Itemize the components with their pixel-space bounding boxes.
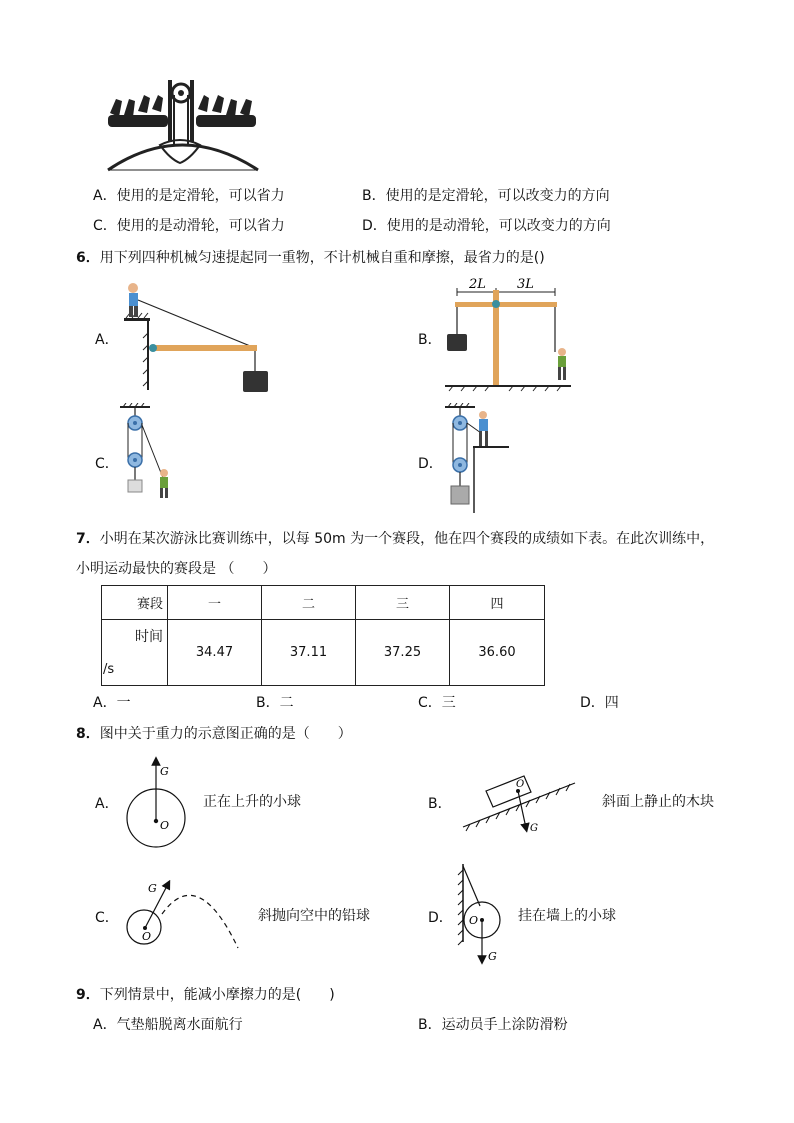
q6-figure-a-lever-with-rope xyxy=(118,278,278,396)
q8-label-b: B． xyxy=(428,796,452,812)
q8-stem-text: 图中关于重力的示意图正确的是（ ） xyxy=(99,726,352,742)
q6-label-d: D． xyxy=(418,456,443,472)
q6-stem xyxy=(76,249,545,267)
q7-option-a: A．一 xyxy=(93,695,131,711)
center-label-o: O xyxy=(142,930,152,943)
q5-option-d: D．使用的是动滑轮，可以改变力的方向 xyxy=(362,218,611,234)
q6-lever-right-length: 3L xyxy=(517,277,534,292)
table-row xyxy=(102,586,545,620)
q8-figure-c-thrown-shot xyxy=(118,872,243,952)
table-cell-time: 37.11 xyxy=(262,620,356,686)
q8-number: 8． xyxy=(76,726,100,742)
q8-caption-d: 挂在墙上的小球 xyxy=(518,908,616,924)
force-label-g: G xyxy=(530,823,538,834)
q7-stem-line2: 小明运动最快的赛段是 （ ） xyxy=(76,561,277,577)
q9-option-b: B．运动员手上涂防滑粉 xyxy=(418,1017,568,1033)
q8-caption-c: 斜抛向空中的铅球 xyxy=(258,908,370,924)
row-label-time: 时间 xyxy=(135,629,163,645)
table-header-label: 赛段 xyxy=(102,586,168,620)
q5-option-c: C．使用的是动滑轮，可以省力 xyxy=(93,218,285,234)
table-header-segment: 一 xyxy=(168,586,262,620)
force-label-g: G xyxy=(160,765,169,778)
q8-figure-d-ball-on-wall xyxy=(455,862,515,967)
center-label-o: O xyxy=(516,779,525,790)
q7-number: 7． xyxy=(76,531,100,547)
q9-stem xyxy=(76,986,335,1004)
q6-label-b: B． xyxy=(418,332,442,348)
table-row-label xyxy=(102,620,168,686)
q6-label-c: C． xyxy=(95,456,119,472)
q6-stem-text: 用下列四种机械匀速提起同一重物，不计机械自重和摩擦，最省力的是() xyxy=(99,250,545,266)
table-cell-time: 36.60 xyxy=(450,620,545,686)
q6-lever-left-length: 2L xyxy=(469,277,486,292)
q8-figure-a-rising-ball xyxy=(120,755,190,850)
q8-label-a: A． xyxy=(95,796,119,812)
table-cell-time: 34.47 xyxy=(168,620,262,686)
row-label-unit: /s xyxy=(103,662,115,677)
q9-number: 9． xyxy=(76,987,100,1003)
q6-figure-d-pulley-block xyxy=(443,403,513,515)
q8-caption-b: 斜面上静止的木块 xyxy=(602,794,714,810)
q8-figure-b-block-on-incline xyxy=(460,765,580,840)
q7-option-b: B．二 xyxy=(256,695,294,711)
q7-option-c: C．三 xyxy=(418,695,456,711)
table-header-segment: 二 xyxy=(262,586,356,620)
table-header-segment: 三 xyxy=(356,586,450,620)
table-header-segment: 四 xyxy=(450,586,545,620)
q9-option-a: A．气垫船脱离水面航行 xyxy=(93,1017,243,1033)
center-label-o: O xyxy=(160,819,170,832)
force-label-g: G xyxy=(488,950,497,963)
q7-stem-text: 小明在某次游泳比赛训练中，以每 50m 为一个赛段，他在四个赛段的成绩如下表。在此次训练中， xyxy=(99,531,715,547)
q8-caption-a: 正在上升的小球 xyxy=(203,794,301,810)
q6-label-a: A． xyxy=(95,332,119,348)
q6-number: 6． xyxy=(76,250,100,266)
force-label-g: G xyxy=(148,882,157,895)
q7-stem-line1 xyxy=(76,530,714,548)
q7-option-d: D．四 xyxy=(580,695,619,711)
q7-score-table xyxy=(101,585,545,686)
q8-label-d: D． xyxy=(428,910,453,926)
q9-stem-text: 下列情景中，能减小摩擦力的是( ) xyxy=(99,987,335,1003)
table-row xyxy=(102,620,545,686)
ancient-pulley-illustration xyxy=(100,75,265,175)
q8-label-c: C． xyxy=(95,910,119,926)
table-cell-time: 37.25 xyxy=(356,620,450,686)
q5-option-a: A．使用的是定滑轮，可以省力 xyxy=(93,188,285,204)
q5-option-b: B．使用的是定滑轮，可以改变力的方向 xyxy=(362,188,610,204)
q6-figure-c-pulley-block xyxy=(118,403,178,500)
center-label-o: O xyxy=(469,914,479,927)
q8-stem xyxy=(76,725,352,743)
q6-figure-b-lever-on-post xyxy=(443,274,573,394)
